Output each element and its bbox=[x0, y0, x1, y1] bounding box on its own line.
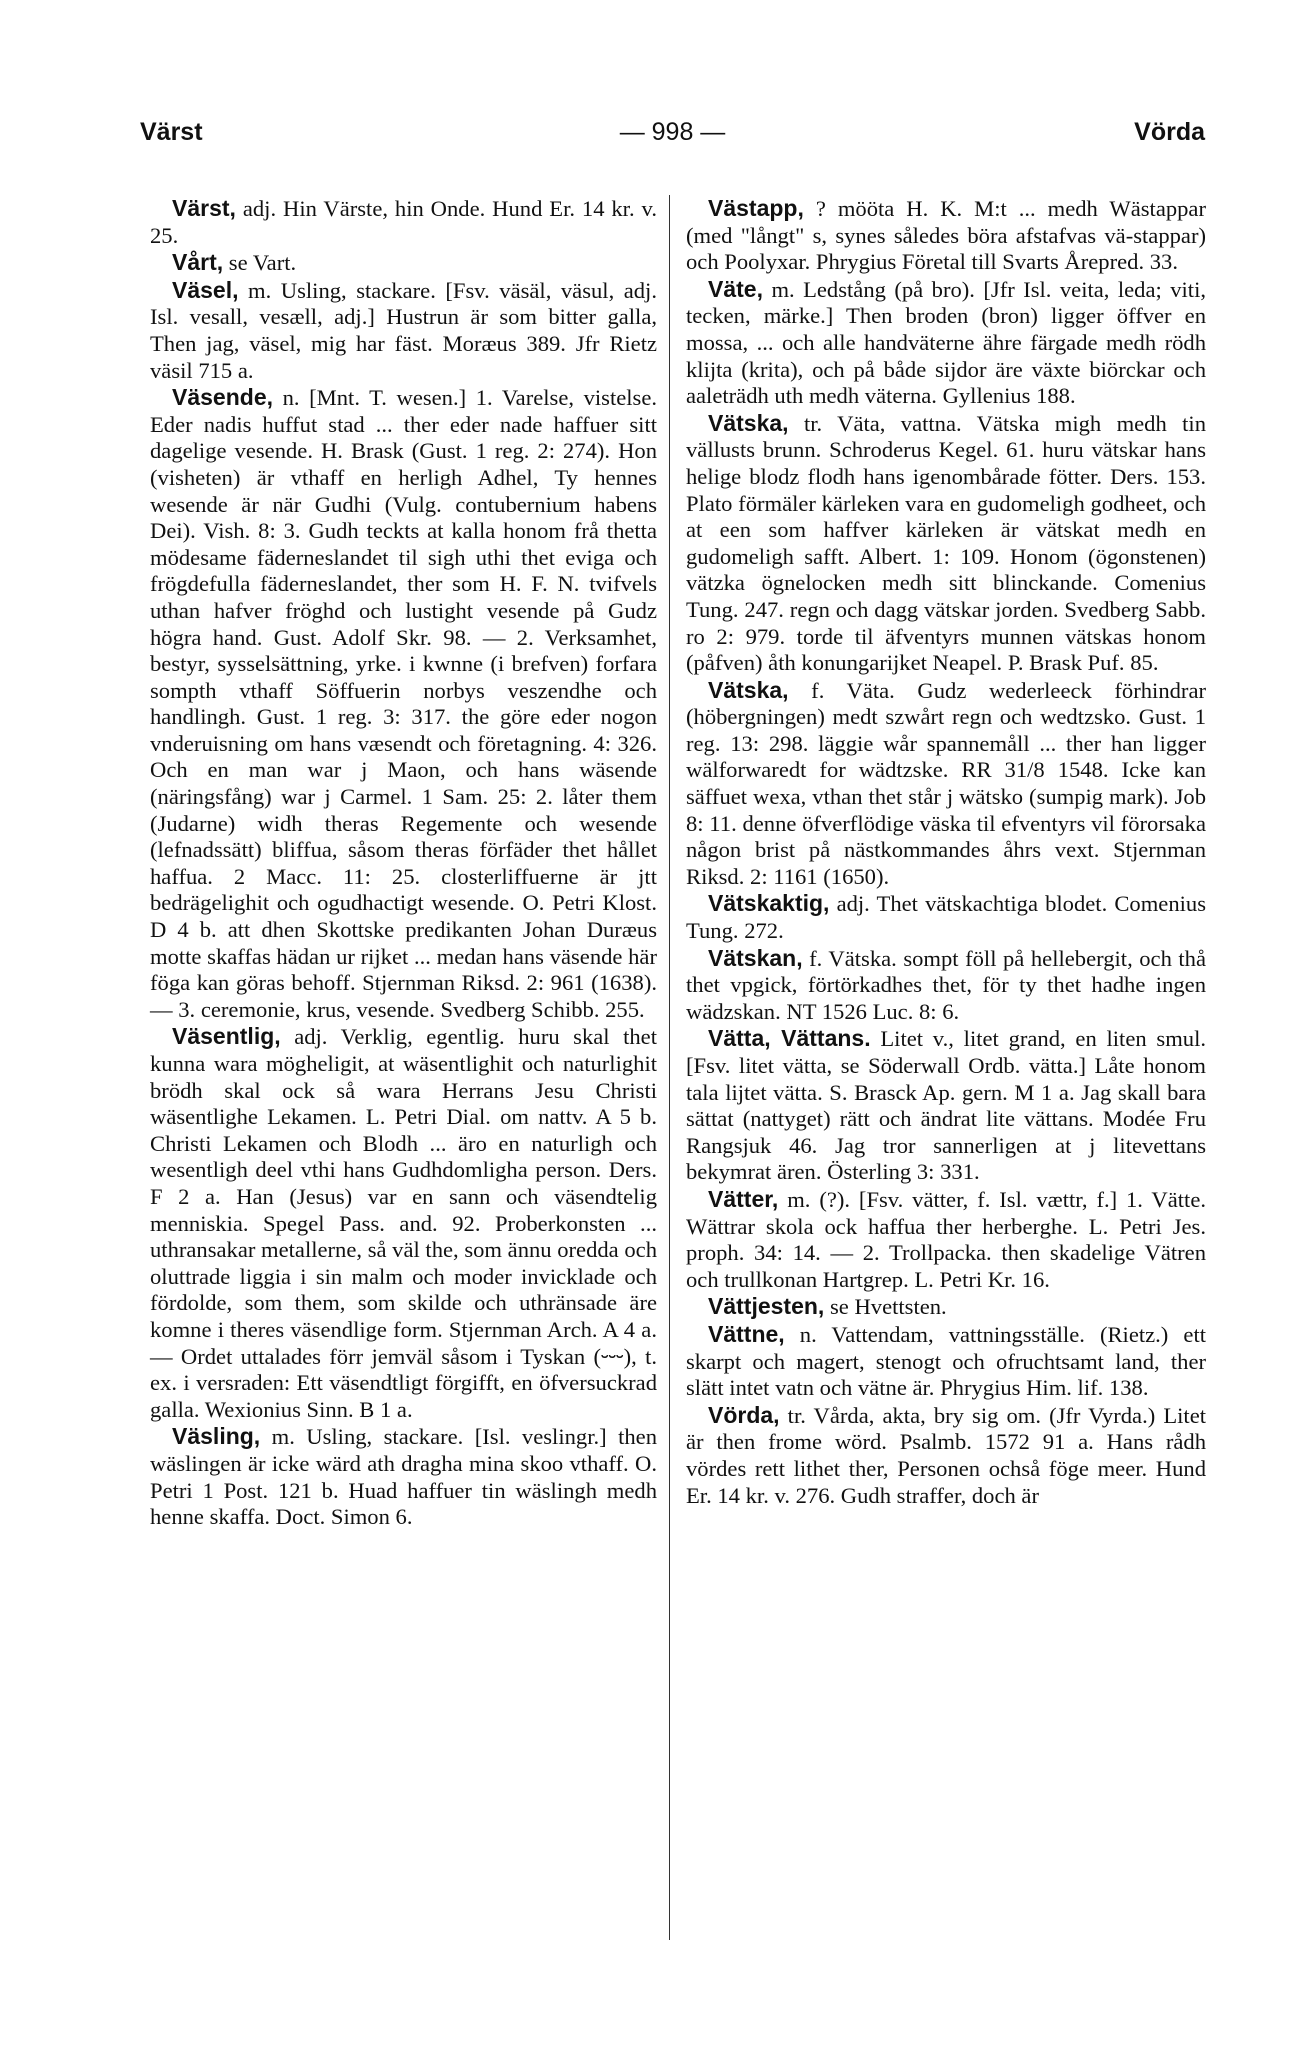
header-first-word: Värst bbox=[140, 118, 203, 146]
entry-text: n. Vattendam, vattningsställe. (Rietz.) ett skarpt och magert, stenogt och ofruchtsamt land, ther slätt intet vatn och vätne är. Phrygius Him. lif. 138. bbox=[686, 1321, 1206, 1401]
dictionary-entry bbox=[686, 1402, 1206, 1509]
headword: Vårt, bbox=[172, 249, 224, 276]
dictionary-entry bbox=[686, 677, 1206, 891]
entry-text: f. Väta. Gudz wederleeck förhindrar (höbergningen) medt szwårt regn och wedtzsko. Gust. 1 reg. 13: 298. läggie wår spannemåll ... ther han ligger wälforwaredt for wädtzske. RR 31/8 1548. Icke kan säffuet wexa, vthan thet står j wätsko (sumpig mark). Job 8: 11. denne öfverflödige väska til efventyrs vil förorsaka någon brist på nästkommandes åhrs vext. Stjernman Riksd. 2: 1161 (1650). bbox=[686, 677, 1206, 889]
dictionary-entry bbox=[686, 1186, 1206, 1293]
headword: Vätska, bbox=[708, 409, 789, 436]
dictionary-entry bbox=[150, 277, 657, 384]
headword: Vätter, bbox=[708, 1185, 779, 1212]
dictionary-entry bbox=[150, 195, 657, 249]
headword: Västapp, bbox=[708, 195, 804, 221]
dictionary-entry bbox=[686, 1293, 1206, 1321]
entry-text: m. Usling, stackare. [Fsv. väsäl, väsul, adj. Isl. vesall, vesæll, adj.] Hustrun är som bitter galla, Then jag, väsel, mig har fäst. Moræus 389. Jfr Rietz väsil 715 a. bbox=[150, 277, 657, 383]
entry-text: tr. Vårda, akta, bry sig om. (Jfr Vyrda.) Litet är then frome wörd. Psalmb. 1572 91 a. Hans rådh vördes rett lithet ther, Personen ochså föge meer. Hund Er. 14 kr. v. 276. Gudh straffer, doch är bbox=[686, 1402, 1206, 1508]
entry-text: se Hvettsten. bbox=[829, 1294, 947, 1320]
entry-text: ? mööta H. K. M:t ... medh Wästappar (med "långt" s, synes således böra afstafvas vä-stappar) och Poolyxar. Phrygius Företal till Svarts Årepred. 33. bbox=[686, 196, 1206, 275]
headword: Vätskan, bbox=[708, 944, 803, 971]
dictionary-entry bbox=[150, 249, 657, 277]
headword: Vätta, Vättans. bbox=[708, 1025, 871, 1052]
entry-text: tr. Väta, vattna. Vätska migh medh tin vällusts brunn. Schroderus Kegel. 61. huru vätskar hans helige blodz flodh hans igenombårade fötter. Ders. 153. Plato förmäler kärleken vara en gudomeligh godheet, och at een som haffver kärleken är vätskat medh en gudomeligh safft. Albert. 1: 109. Honom (ögonstenen) vätzka ögnelocken medh sitt blinckande. Comenius Tung. 247. regn och dagg vätskar jorden. Svedberg Sabb. ro 2: 979. torde til äfventyrs munnen vätskas honom (påfven) åth konungarijket Neapel. P. Brask Puf. 85. bbox=[686, 410, 1206, 676]
dictionary-entry bbox=[686, 195, 1206, 276]
headword: Vätskaktig, bbox=[708, 890, 830, 917]
entry-text: m. (?). [Fsv. vätter, f. Isl. vættr, f.] 1. Vätte. Wättrar skola ock haffua ther herberghe. L. Petri Jes. proph. 34: 14. — 2. Trollpacka. then skadelige Vätren och trullkonan Hartgrep. L. Petri Kr. 16. bbox=[686, 1186, 1207, 1292]
dictionary-entry bbox=[150, 1023, 657, 1423]
running-header bbox=[140, 118, 1205, 158]
entry-text: Litet v., litet grand, en liten smul. [Fsv. litet vätta, se Söderwall Ordb. vätta.] Låte honom tala lijtet vätta. S. Brasck Ap. gern. M 1 a. Jag skall bara sättat (nattyget) rätt och ändrat lite vättans. Modée Fru Rangsjuk 46. Jag tror sannerligen at j litevettans bekymrat ären. Österling 3: 331. bbox=[686, 1026, 1206, 1185]
headword: Väsel, bbox=[172, 276, 239, 303]
entry-text: se Vart. bbox=[228, 250, 297, 276]
column-divider bbox=[669, 195, 670, 1940]
entry-text: n. [Mnt. T. wesen.] 1. Varelse, vistelse. Eder nadis huffut stad ... ther eder nade haffuer sitt dagelige vesende. H. Brask (Gust. 1 reg. 2: 274). Hon (visheten) är vthaff en herligh Adhel, Ty hennes wesende är när Gudhi (Vulg. contubernium habens Dei). Vish. 8: 3. Gudh teckts at kalla honom frå thetta mödesame fäderneslandet til sigh uthi thet eviga och frögdefulla fäderneslandet, ther som H. F. N. tvifvels uthan hafver fröghd och lustight vesende på Gudz högra hand. Gust. Adolf Skr. 98. — 2. Verksamhet, bestyr, sysselsättning, yrke. i kwnne (i brefven) forfara sompth vthaff Söffuerin norbys veszendhe och handlingh. Gust. 1 reg. 3: 317. the göre eder nogon vnderuisning om hans væsendt och företagning. 4: 326. Och en man war j Maon, och hans wäsende (näringsfång) war j Carmel. 1 Sam. 25: 2. låter them (Judarne) widh theras Regemente och wesende (lefnadssätt) bliffua, såsom theras förfäder thet hållet haffua. 2 Macc. 11: 25. closterliffuerne är jtt bedrägelighit och ogudhactigt wesende. O. Petri Klost. D 4 b. att dhen Skottske predikanten Johan Duræus motte skaffas hädan ur rijket ... medan hans väsende här föga kan göras behoff. Stjernman Riksd. 2: 961 (1638). — 3. ceremonie, krus, vesende. Svedberg Schibb. 255. bbox=[150, 385, 657, 1022]
entry-text: m. Ledstång (på bro). [Jfr Isl. veita, leda; viti, tecken, märke.] Then broden (bron) ligger öffver en mossa, ... och alle handväterne ähre färgade medh rödh klijta (krita), och på både sijdor äre växte biörckar och aaleträdh uth medh väterna. Gyllenius 188. bbox=[686, 276, 1206, 409]
entry-text: adj. Hin Värste, hin Onde. Hund Er. 14 kr. v. 25. bbox=[150, 196, 657, 248]
right-column bbox=[686, 195, 1206, 1509]
entry-text: m. Usling, stackare. [Isl. veslingr.] then wäslingen är icke wärd ath dragha mina skoo vthaff. O. Petri 1 Post. 121 b. Huad haffuer tin wäslingh medh henne skaffa. Doct. Simon 6. bbox=[150, 1424, 657, 1530]
dictionary-entry bbox=[686, 945, 1206, 1026]
headword: Vätska, bbox=[708, 676, 789, 703]
page-number: — 998 — bbox=[619, 118, 726, 146]
headword: Vörda, bbox=[708, 1401, 780, 1428]
dictionary-entry bbox=[686, 276, 1206, 410]
dictionary-entry bbox=[686, 1321, 1206, 1402]
left-column bbox=[150, 195, 657, 1531]
headword: Väsentlig, bbox=[172, 1023, 281, 1050]
headword: Väsende, bbox=[172, 384, 273, 411]
headword: Vättjesten, bbox=[708, 1293, 825, 1320]
dictionary-entry bbox=[686, 410, 1206, 677]
headword: Värst, bbox=[172, 195, 236, 221]
header-last-word: Vörda bbox=[1134, 118, 1205, 146]
dictionary-entry bbox=[150, 1423, 657, 1530]
headword: Vättne, bbox=[708, 1320, 785, 1347]
entry-text: adj. Thet vätskachtiga blodet. Comenius Tung. 272. bbox=[686, 891, 1206, 944]
dictionary-entry bbox=[686, 1025, 1206, 1186]
dictionary-entry bbox=[150, 384, 657, 1023]
entry-text: f. Vätska. sompt föll på hellebergit, och thå thet vpgick, förtörkadhes thet, för ty thet hadhe ingen wädzskan. NT 1526 Luc. 8: 6. bbox=[686, 945, 1206, 1024]
headword: Väsling, bbox=[172, 1423, 261, 1450]
headword: Väte, bbox=[708, 275, 763, 302]
entry-text: adj. Verklig, egentlig. huru skal thet kunna wara mögheligit, at wäsentlighit och naturlighit brödh skal ock så wara Herrans Jesu Christi wäsentlighe Lekamen. L. Petri Dial. om nattv. A 5 b. Christi Lekamen och Blodh ... äro en naturligh och wesentligh deel vthi hans Gudhdomligha person. Ders. F 2 a. Han (Jesus) var en sann och väsendtelig menniskia. Spegel Pass. and. 92. Proberkonsten ... uthransakar metallerne, så väl the, som ännu oredda och oluttrade liggia i sin malm och moder invicklade och fördolde, som them, som skilde och uthränsade äre komne i theres väsendlige form. Stjernman Arch. A 4 a. — Ordet uttalades förr jemväl såsom i Tyskan (⏑⏑⏑), t. ex. i versraden: Ett väsendtligt förgifft, en öfversuckrad galla. Wexionius Sinn. B 1 a. bbox=[150, 1024, 657, 1422]
dictionary-entry bbox=[686, 890, 1206, 944]
